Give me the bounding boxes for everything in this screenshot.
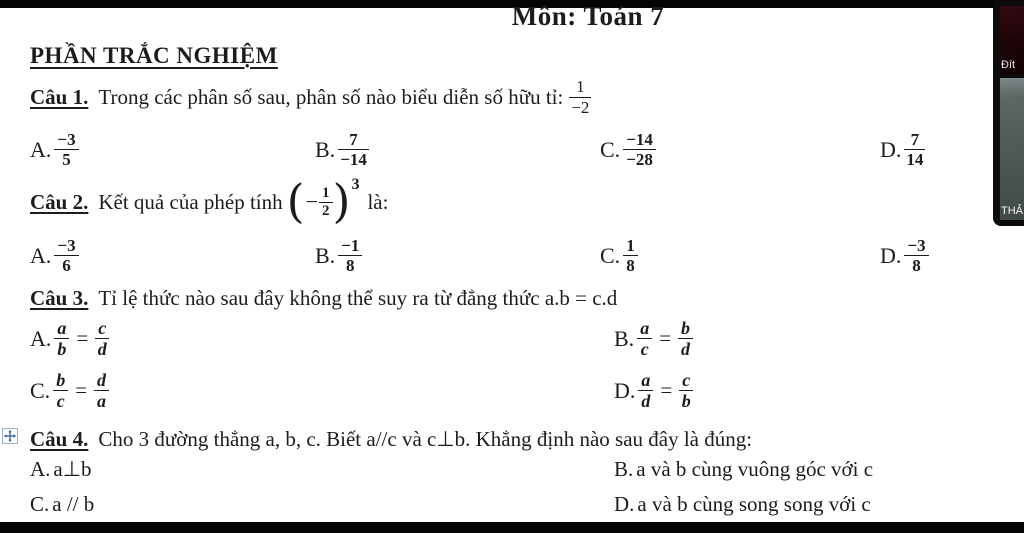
option-1a: A. $\frac{-3}{5}$: [30, 130, 79, 169]
fraction: $\frac{-14}{-28}$: [623, 130, 656, 169]
option-3d: D. $\frac{a}{d}$ = $\frac{c}{b}$: [614, 370, 693, 411]
fraction: $\frac{7}{14}$: [906, 130, 924, 170]
fraction: $\frac{a}{d}$: [638, 370, 653, 411]
question-2-expression: [286, 174, 364, 229]
question-3-label: Câu 3.: [30, 285, 89, 310]
option-2a: A. $\frac{-3}{6}$: [30, 236, 79, 275]
option-4d: D. a và b cùng song song với c: [614, 492, 871, 516]
option-1c: C. $\frac{-14}{-28}$: [600, 130, 656, 169]
option-4b: B. a và b cùng vuông góc với c: [614, 457, 874, 481]
question-3-options-row1: [30, 314, 1010, 368]
question-2-options: [30, 228, 1010, 282]
move-icon: [4, 430, 16, 442]
fraction: $\frac{-3}{6}$: [54, 236, 78, 275]
option-2d: D. $\frac{-3}{8}$: [880, 236, 929, 275]
option-2b: B. $\frac{-1}{8}$: [315, 236, 362, 275]
exponent: 3: [351, 176, 360, 193]
question-2-text: Kết quả của phép tính: [98, 189, 283, 214]
option-2c: C. $\frac{1}{8}$: [600, 236, 638, 275]
option-4c: C. a // b: [30, 492, 95, 516]
fraction: $\frac{b}{d}$: [678, 318, 693, 359]
bottom-black-bar: [0, 522, 1024, 533]
equals-sign: =: [660, 378, 673, 403]
option-4a: A. a⊥b: [30, 457, 92, 481]
fraction: $\frac{a}{c}$: [637, 318, 652, 359]
fraction: $\frac{1}{2}$: [319, 185, 333, 220]
section-heading: PHẦN TRẮC NGHIỆM: [30, 43, 278, 68]
question-4-statement: [30, 424, 752, 454]
option-1d: D. $\frac{7}{14}$: [880, 130, 924, 170]
fraction: $\frac{a}{b}$: [54, 318, 69, 359]
fraction: $\frac{7}{-14}$: [340, 130, 367, 170]
fraction: $\frac{1}{8}$: [623, 236, 638, 275]
page-title: Môn: Toán 7: [511, 1, 665, 31]
video-thumbnail-1[interactable]: [1000, 6, 1024, 74]
minus-sign: −: [305, 189, 319, 214]
video-thumbnail-2[interactable]: [1000, 78, 1024, 220]
fraction: $\frac{d}{a}$: [94, 370, 109, 411]
close-paren: ): [332, 174, 351, 229]
fraction: $\frac{c}{d}$: [95, 318, 109, 359]
question-4-options-row2: [30, 492, 1010, 522]
question-1-fraction: $\frac{1}{-2}$: [571, 77, 590, 117]
question-4-text: Cho 3 đường thẳng a, b, c. Biết a//c và c⊥b. Khẳng định nào sau đây là đúng:: [98, 426, 753, 451]
question-3-options-row2: [30, 366, 1010, 420]
option-3a: A. $\frac{a}{b}$ = $\frac{c}{d}$: [30, 318, 109, 359]
question-1-statement: [30, 72, 591, 122]
video-thumbnail-2-label: THẢ: [1001, 205, 1023, 217]
question-3-statement: [30, 283, 617, 313]
question-2-label: Câu 2.: [30, 189, 89, 214]
move-handle-button[interactable]: [2, 428, 18, 444]
question-1-options: [30, 122, 1010, 176]
video-sidebar: [993, 0, 1024, 226]
open-paren: (: [286, 174, 305, 229]
fraction: $\frac{c}{b}$: [679, 370, 693, 411]
equals-sign: =: [659, 326, 672, 351]
video-thumbnail-1-label: Đít: [1001, 59, 1016, 71]
fraction: $\frac{-1}{8}$: [338, 236, 362, 275]
question-2-text-after: là:: [367, 189, 389, 214]
option-1b: B. $\frac{7}{-14}$: [315, 130, 367, 170]
equals-sign: =: [76, 326, 89, 351]
fraction: $\frac{-3}{5}$: [54, 130, 78, 169]
option-3c: C. $\frac{b}{c}$ = $\frac{d}{a}$: [30, 370, 109, 411]
fraction: $\frac{-3}{8}$: [904, 236, 928, 275]
question-2-statement: [30, 174, 388, 230]
fraction: $\frac{b}{c}$: [53, 370, 68, 411]
question-4-label: Câu 4.: [30, 426, 89, 451]
equals-sign: =: [75, 378, 88, 403]
question-1-label: Câu 1.: [30, 84, 89, 109]
question-1-text: Trong các phân số sau, phân số nào biểu diễn số hữu tỉ:: [98, 84, 564, 109]
question-4-options-row1: [30, 457, 1010, 487]
question-3-text: Tỉ lệ thức nào sau đây không thể suy ra từ đẳng thức a.b = c.d: [98, 285, 618, 310]
option-3b: B. $\frac{a}{c}$ = $\frac{b}{d}$: [614, 318, 693, 359]
